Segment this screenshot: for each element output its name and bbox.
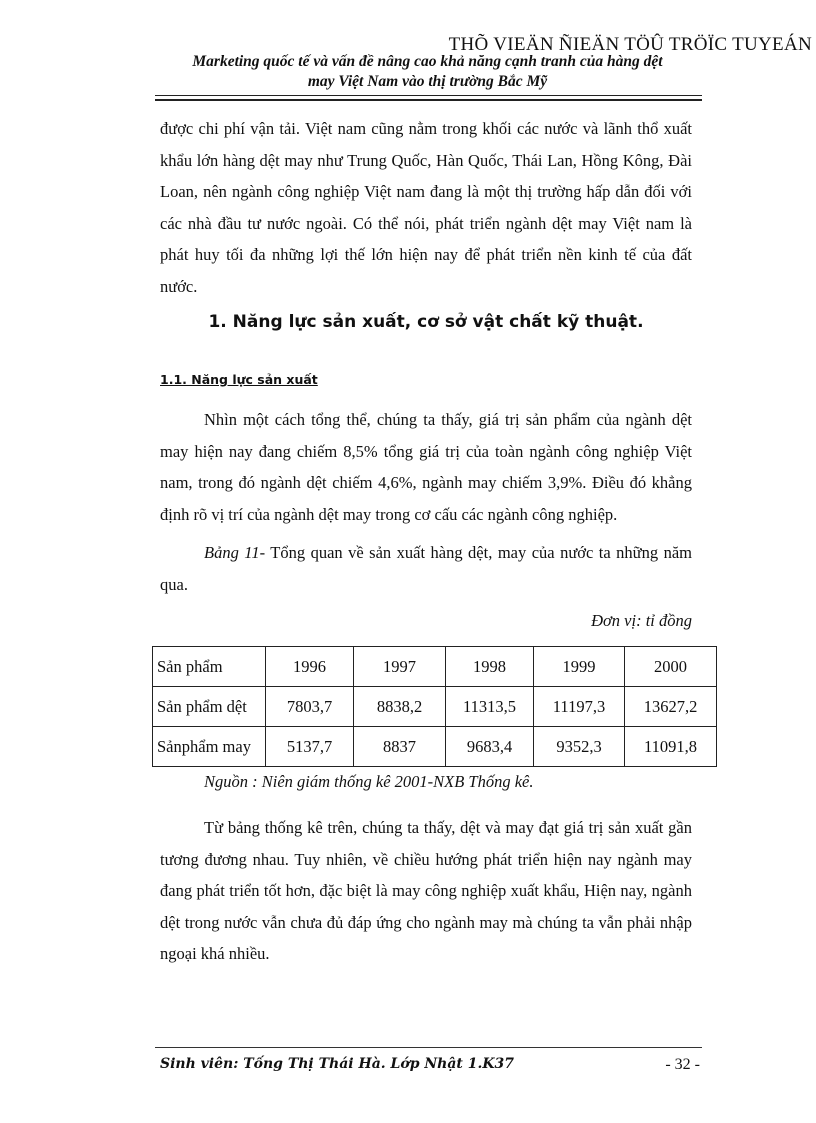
table-header-cell: 1999 <box>534 647 625 687</box>
header-divider-thick <box>155 99 702 101</box>
table-cell: 11197,3 <box>534 687 625 727</box>
production-table <box>152 646 717 767</box>
table-cell: 9352,3 <box>534 727 625 767</box>
table-cell: 11313,5 <box>446 687 534 727</box>
table-row <box>153 687 717 727</box>
table-row <box>153 727 717 767</box>
table-caption-text: - Tổng quan về sản xuất hàng dệt, may của nước ta những năm qua. <box>160 543 692 594</box>
table-header-cell: 2000 <box>625 647 717 687</box>
running-header-line1: Marketing quốc tế và vấn đề nâng cao khả năng cạnh tranh của hàng dệt <box>192 53 663 70</box>
table-cell: Sản phẩm dệt <box>153 687 266 727</box>
table-cell: 11091,8 <box>625 727 717 767</box>
page-number: - 32 - <box>665 1056 700 1073</box>
watermark-text: THÕ VIEÄN ÑIEÄN TÖÛ TRÖÏC TUYEÁN <box>448 34 812 55</box>
running-header <box>155 52 700 92</box>
intro-paragraph: được chi phí vận tải. Việt nam cũng nằm trong khối các nước và lãnh thổ xuất khẩu lớn hàng dệt may như Trung Quốc, Hàn Quốc, Thái Lan, Hồng Kông, Đài Loan, nên ngành công nghiệp Việt nam đang là một thị trường hấp dẫn đối với các nhà đầu tư nước ngoài. Có thể nói, phát triển ngành dệt may Việt nam là phát huy tối đa những lợi thế lớn hiện nay để phát triển nền kinh tế của đất nước. <box>160 119 692 296</box>
footer-student: Sinh viên: Tống Thị Thái Hà. Lớp Nhật 1.K37 <box>160 1056 515 1072</box>
subsection-heading: 1.1. Năng lực sản xuất <box>160 372 318 387</box>
table-header-cell: 1997 <box>354 647 446 687</box>
header-divider <box>155 95 702 96</box>
table-cell: 13627,2 <box>625 687 717 727</box>
table-source: Nguồn : Niên giám thống kê 2001-NXB Thống kê. <box>204 772 534 791</box>
table-cell: 8838,2 <box>354 687 446 727</box>
table-caption <box>160 537 692 600</box>
table-caption-label: Bảng 11 <box>204 543 260 562</box>
paragraph-analysis: Từ bảng thống kê trên, chúng ta thấy, dệt và may đạt giá trị sản xuất gần tương đương nhau. Tuy nhiên, về chiều hướng phát triển hiện nay ngành may đang phát triển tốt hơn, đặc biệt là may công nghiệp xuất khẩu, Hiện nay, ngành dệt trong nước vẫn chưa đủ đáp ứng cho ngành may mà chúng ta vẫn phải nhập ngoại khá nhiều. <box>160 818 692 963</box>
footer-divider <box>155 1047 702 1048</box>
table-cell: 9683,4 <box>446 727 534 767</box>
paragraph-overview: Nhìn một cách tổng thể, chúng ta thấy, giá trị sản phẩm của ngành dệt may hiện nay đang chiếm 8,5% tổng giá trị của toàn ngành công nghiệp Việt nam, trong đó ngành dệt chiếm 4,6%, ngành may chiếm 3,9%. Điều đó khẳng định rõ vị trí của ngành dệt may trong cơ cấu các ngành công nghiệp. <box>160 410 692 524</box>
table-cell: Sảnphẩm may <box>153 727 266 767</box>
table-unit: Đơn vị: tỉ đồng <box>591 611 692 630</box>
table-header-row <box>153 647 717 687</box>
running-header-line2: may Việt Nam vào thị trường Bắc Mỹ <box>307 73 548 90</box>
section-heading: 1. Năng lực sản xuất, cơ sở vật chất kỹ thuật. <box>208 312 644 332</box>
table-header-cell: 1998 <box>446 647 534 687</box>
table-cell: 5137,7 <box>266 727 354 767</box>
table-header-cell: Sản phẩm <box>153 647 266 687</box>
table-header-cell: 1996 <box>266 647 354 687</box>
table-cell: 7803,7 <box>266 687 354 727</box>
table-cell: 8837 <box>354 727 446 767</box>
